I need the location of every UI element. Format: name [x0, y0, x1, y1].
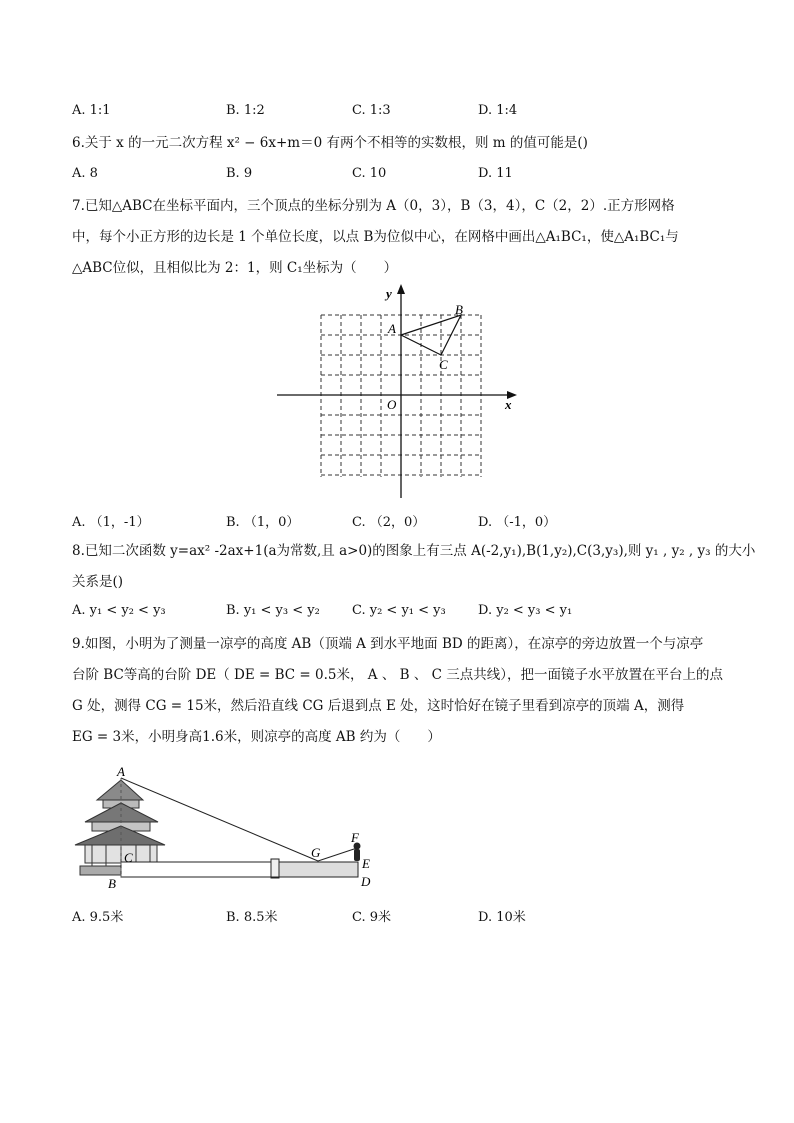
pavilion-drawing: [75, 780, 165, 875]
q8-option-b[interactable]: B. y₁ < y₃ < y₂: [226, 603, 320, 618]
q9-pavilion-figure: [70, 758, 380, 893]
q6-option-a[interactable]: A. 8: [72, 166, 98, 181]
label-f: F: [351, 830, 359, 845]
person-figure: [354, 843, 361, 862]
point-c-label: C: [439, 357, 448, 372]
origin-label: O: [387, 397, 397, 412]
q9-stem-line-4: EG = 3米，小明身高1.6米，则凉亭的高度 AB 约为（ ）: [72, 729, 441, 745]
q5-option-c[interactable]: C. 1:3: [352, 103, 391, 118]
q9-option-c[interactable]: C. 9米: [352, 910, 392, 925]
q7-stem-line-2: 中，每个小正方形的边长是 1 个单位长度，以点 B为位似中心，在网格中画出△A₁BC₁，使△A₁BC₁与: [72, 229, 679, 245]
label-d: D: [361, 874, 371, 889]
q9-stem-line-1: 9.如图，小明为了测量一凉亭的高度 AB（顶端 A 到水平地面 BD 的距离），在凉亭的旁边放置一个与凉亭: [72, 636, 704, 652]
q9-option-a[interactable]: A. 9.5米: [72, 910, 124, 925]
label-e: E: [362, 856, 370, 871]
q6-option-c[interactable]: C. 10: [352, 166, 387, 181]
q7-option-d[interactable]: D. （-1，0）: [478, 515, 557, 530]
q9-stem-line-2: 台阶 BC等高的台阶 DE（ DE = BC = 0.5米， A 、 B 、 C 三点共线），把一面镜子水平放置在平台上的点: [72, 667, 723, 683]
q8-stem-line-1: 8.已知二次函数 y=ax² -2ax+1(a为常数,且 a>0)的图象上有三点 A(-2,y₁),B(1,y₂),C(3,y₃),则 y₁ , y₂ , y₃ 的大小: [72, 543, 756, 559]
label-c: C: [124, 850, 133, 865]
q8-stem-line-2: 关系是(): [72, 574, 124, 590]
q6-option-d[interactable]: D. 11: [478, 166, 513, 181]
q5-option-d[interactable]: D. 1:4: [478, 103, 518, 118]
q7-stem-line-3: △ABC位似，且相似比为 2：1，则 C₁坐标为（ ）: [72, 260, 398, 276]
y-axis-label: y: [386, 286, 392, 301]
q6-stem: 6.关于 x 的一元二次方程 x² − 6x+m＝0 有两个不相等的实数根，则 m 的值可能是(): [72, 135, 588, 151]
q7-option-b[interactable]: B. （1，0）: [226, 515, 300, 530]
q8-option-a[interactable]: A. y₁ < y₂ < y₃: [72, 603, 166, 618]
q7-stem-line-1: 7.已知△ABC在坐标平面内，三个顶点的坐标分别为 A（0，3），B（3，4），C（2，2）.正方形网格: [72, 198, 675, 214]
q6-option-b[interactable]: B. 9: [226, 166, 253, 181]
axes: [277, 288, 512, 498]
q7-coordinate-grid-figure: [270, 282, 522, 502]
point-b-label: B: [455, 302, 463, 317]
q9-option-b[interactable]: B. 8.5米: [226, 910, 278, 925]
y-axis-arrow: [397, 284, 405, 294]
q7-option-c[interactable]: C. （2，0）: [352, 515, 426, 530]
triangle-abc: [401, 315, 461, 355]
q8-option-c[interactable]: C. y₂ < y₁ < y₃: [352, 603, 446, 618]
x-axis-label: x: [505, 397, 512, 412]
label-b: B: [108, 876, 116, 891]
q5-option-a[interactable]: A. 1:1: [72, 103, 111, 118]
point-a-label: A: [388, 321, 396, 336]
ground-and-platform: [121, 859, 358, 878]
q7-option-a[interactable]: A. （1，-1）: [72, 515, 150, 530]
label-a: A: [117, 764, 125, 779]
q5-option-b[interactable]: B. 1:2: [226, 103, 265, 118]
q9-stem-line-3: G 处，测得 CG = 15米，然后沿直线 CG 后退到点 E 处，这时恰好在镜子里看到凉亭的顶端 A，测得: [72, 698, 685, 714]
label-g: G: [311, 845, 321, 860]
q8-option-d[interactable]: D. y₂ < y₃ < y₁: [478, 603, 573, 618]
q9-option-d[interactable]: D. 10米: [478, 910, 526, 925]
